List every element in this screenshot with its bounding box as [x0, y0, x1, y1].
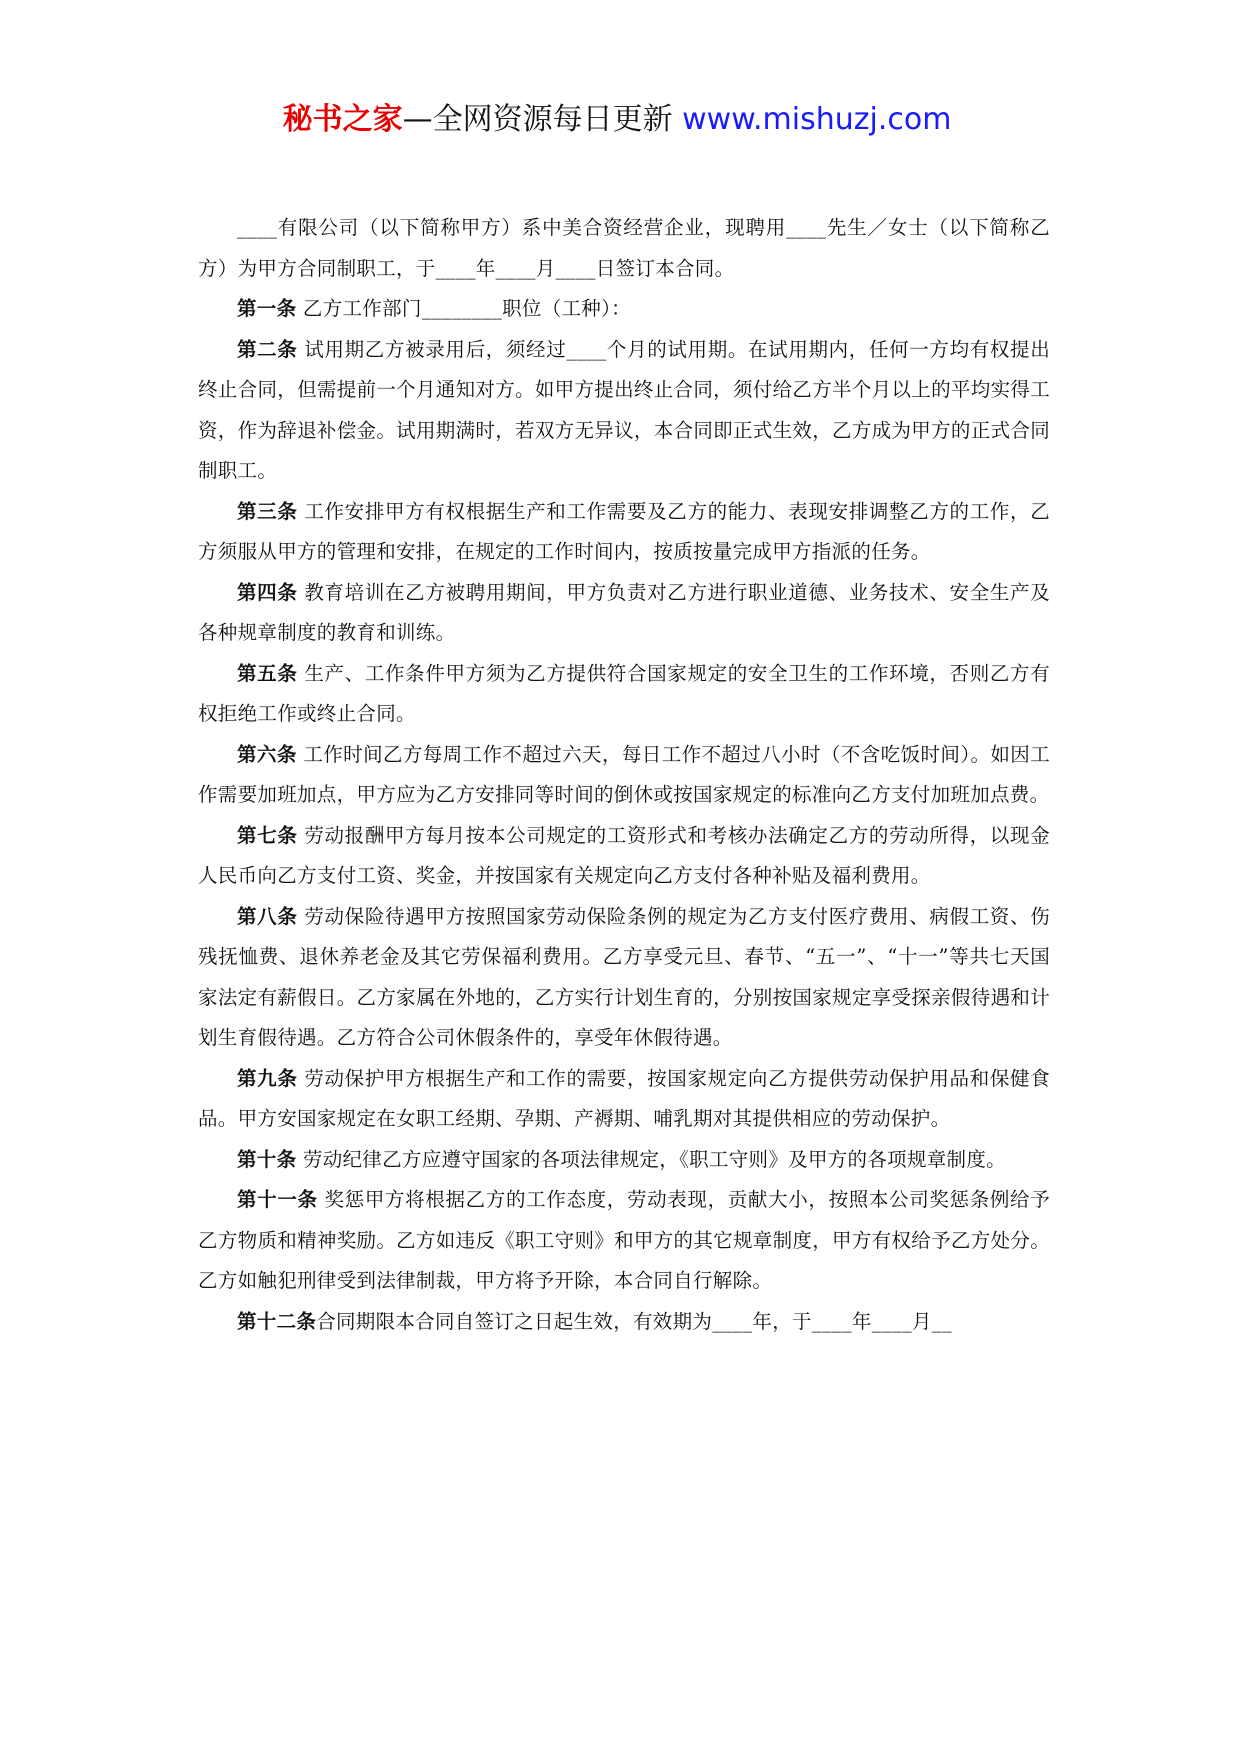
site-brand: 秘书之家 — [282, 102, 403, 137]
article-text: 生产、工作条件甲方须为乙方提供符合国家规定的安全卫生的工作环境，否则乙方有权拒绝工作或终止合同。 — [198, 661, 1050, 725]
contract-intro — [198, 208, 1050, 289]
article-text: 试用期乙方被录用后，须经过____个月的试用期。在试用期内，任何一方均有权提出终止合同，但需提前一个月通知对方。如甲方提出终止合同，须付给乙方半个月以上的平均实得工资，作为辞退补偿金。试用期满时，若双方无异议，本合同即正式生效，乙方成为甲方的正式合同制职工。 — [198, 337, 1050, 482]
article-text: 合同期限本合同自签订之日起生效，有效期为____年，于____年____月__ — [316, 1309, 952, 1333]
article-label: 第一条 — [237, 297, 297, 320]
article-text: 工作时间乙方每周工作不超过六天，每日工作不超过八小时（不含吃饭时间）。如因工作需要加班加点，甲方应为乙方安排同等时间的倒休或按国家规定的标准向乙方支付加班加点费。 — [198, 742, 1050, 806]
article-text: 工作安排甲方有权根据生产和工作需要及乙方的能力、表现安排调整乙方的工作，乙方须服从甲方的管理和安排，在规定的工作时间内，按质按量完成甲方指派的任务。 — [198, 499, 1050, 563]
paragraph-text: ____有限公司（以下简称甲方）系中美合资经营企业，现聘用____先生／女士（以下简称乙方）为甲方合同制职工，于____年____月____日签订本合同。 — [198, 216, 1050, 280]
article-label: 第十二条 — [237, 1309, 317, 1333]
article-text: 劳动报酬甲方每月按本公司规定的工资形式和考核办法确定乙方的劳动所得，以现金人民币向乙方支付工资、奖金，并按国家有关规定向乙方支付各种补贴及福利费用。 — [198, 823, 1050, 887]
article-text: 乙方工作部门________职位（工种）： — [296, 297, 631, 320]
article-10 — [198, 1140, 1050, 1181]
article-label: 第五条 — [237, 661, 298, 685]
article-label: 第二条 — [237, 337, 298, 361]
article-text: 教育培训在乙方被聘用期间，甲方负责对乙方进行职业道德、业务技术、安全生产及各种规章制度的教育和训练。 — [198, 580, 1050, 644]
article-label: 第六条 — [237, 742, 297, 766]
article-text: 劳动保护甲方根据生产和工作的需要，按国家规定向乙方提供劳动保护用品和保健食品。甲方安国家规定在女职工经期、孕期、产褥期、哺乳期对其提供相应的劳动保护。 — [198, 1066, 1050, 1130]
article-label: 第三条 — [237, 499, 298, 523]
article-text: 劳动保险待遇甲方按照国家劳动保险条例的规定为乙方支付医疗费用、病假工资、伤残抚恤费、退休养老金及其它劳保福利费用。乙方享受元旦、春节、“五一”、“十一”等共七天国家法定有薪假日。乙方家属在外地的，乙方实行计划生育的，分别按国家规定享受探亲假待遇和计划生育假待遇。乙方符合公司休假条件的，享受年休假待遇。 — [198, 904, 1050, 1049]
article-8 — [198, 897, 1050, 1059]
article-5 — [198, 654, 1050, 735]
article-label: 第八条 — [237, 904, 298, 928]
article-label: 第四条 — [237, 580, 298, 604]
article-text: 劳动纪律乙方应遵守国家的各项法律规定，《职工守则》及甲方的各项规章制度。 — [296, 1147, 1006, 1171]
site-slogan: —全网资源每日更新 — [402, 102, 683, 137]
article-3 — [198, 492, 1050, 573]
article-1 — [198, 289, 1050, 330]
article-label: 第七条 — [237, 823, 298, 847]
article-label: 第十一条 — [237, 1188, 318, 1211]
site-url[interactable]: www.mishuzj.com — [682, 102, 952, 137]
article-7 — [198, 816, 1050, 897]
article-6 — [198, 735, 1050, 816]
article-12 — [198, 1302, 1050, 1343]
site-header — [0, 100, 1234, 140]
article-11 — [198, 1180, 1050, 1302]
article-4 — [198, 573, 1050, 654]
article-label: 第九条 — [237, 1066, 298, 1090]
article-text: 奖惩甲方将根据乙方的工作态度，劳动表现，贡献大小，按照本公司奖惩条例给予乙方物质和精神奖励。乙方如违反《职工守则》和甲方的其它规章制度，甲方有权给予乙方处分。乙方如触犯刑律受到法律制裁，甲方将予开除，本合同自行解除。 — [198, 1188, 1050, 1292]
article-label: 第十条 — [237, 1147, 297, 1171]
article-2 — [198, 330, 1050, 492]
article-9 — [198, 1059, 1050, 1140]
contract-body — [198, 208, 1050, 1342]
